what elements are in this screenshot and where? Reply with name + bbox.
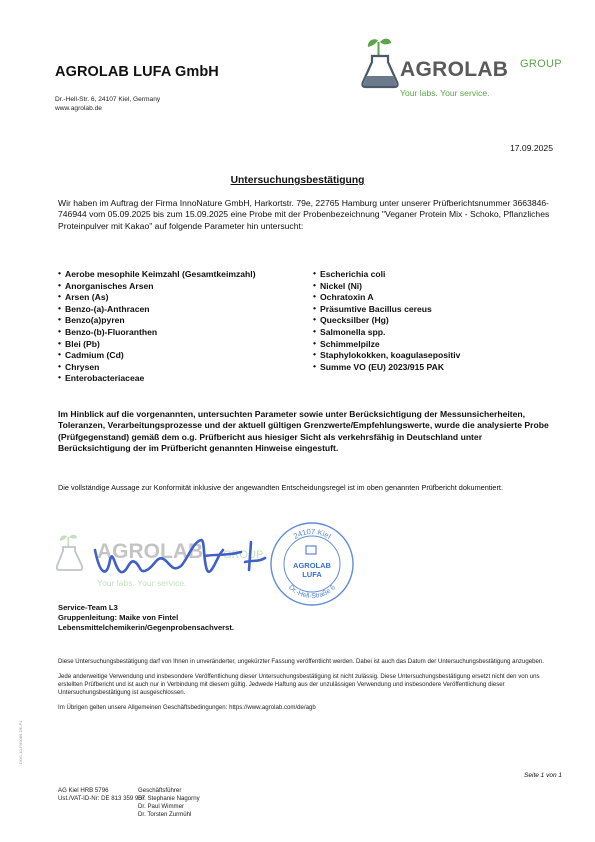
parameter-item: • Escherichia coli <box>313 269 460 281</box>
parameter-item: • Summe VO (EU) 2023/915 PAK <box>313 362 460 374</box>
group-lead: Gruppenleitung: Maike von Fintel <box>58 612 179 622</box>
document-title: Untersuchungsbestätigung <box>230 175 365 186</box>
stamp-bottom-text: Dr.-Hell-Straße 6 <box>287 584 337 601</box>
manager-name: Dr. Torsten Zurmühl <box>138 811 192 818</box>
parameter-item: • Benzo-(a)-Anthracen <box>58 304 256 316</box>
page-number: Seite 1 von 1 <box>524 772 562 779</box>
stamp-name-2: LUFA <box>302 570 322 579</box>
stamp-flask-icon <box>306 546 316 554</box>
document-code: DOC-10-FH9089-DE-P1 <box>18 720 23 764</box>
note-paragraph: Jede anderweitige Verwendung und insbesondere Veröffentlichung dieser Untersuchungsbestätigung ist nicht zulässig. Diese Untersuchungsbestätigung ersetzt nicht den von uns erstellten Prüfbericht und ist auch nur in Verbindung mit diesem gültig. Jedwede Haftung aus der unzulässigen Verwendung und insbesondere Veröffentlichung dieser Untersuchungsbestätigung ist ausgeschlossen. <box>58 672 540 696</box>
team-name: Service-Team L3 <box>58 603 118 612</box>
footer-managers <box>138 787 200 819</box>
parameters-left-column <box>58 269 256 385</box>
svg-text:AGROLAB: AGROLAB <box>97 540 204 563</box>
parameter-item: • Benzo(a)pyren <box>58 315 256 327</box>
company-address <box>55 96 160 113</box>
vat-id: Ust./VAT-ID-Nr: DE 813 359 957 <box>58 795 146 802</box>
parameter-item: • Salmonella spp. <box>313 327 460 339</box>
parameter-item: • Enterobacteriaceae <box>58 373 256 385</box>
parameter-item: • Quecksilber (Hg) <box>313 315 460 327</box>
stamp-top-text: 24107 Kiel <box>291 526 333 541</box>
note-paragraph: Diese Untersuchungsbestätigung darf von Ihnen in unveränderter, ungekürzter Fassung veröffentlicht werden. Dabei ist auch das Datum der Untersuchungsbestätigung anzugeben. <box>58 658 544 665</box>
footer-register <box>58 787 145 803</box>
parameter-item: • Staphylokokken, koagulasepositiv <box>313 350 460 362</box>
register-number: AG Kiel HRB 5796 <box>58 787 109 794</box>
parameter-item: • Blei (Pb) <box>58 339 256 351</box>
manager-name: Dr. Stephanie Nagorny <box>138 795 200 802</box>
parameter-item: • Nickel (Ni) <box>313 281 460 293</box>
company-name: AGROLAB LUFA GmbH <box>55 64 219 80</box>
parameter-item: • Präsumtive Bacillus cereus <box>313 304 460 316</box>
manager-name: Dr. Paul Wimmer <box>138 803 185 810</box>
document-date: 17.09.2025 <box>509 143 553 153</box>
parameter-item: • Benzo-(b)-Fluoranthen <box>58 327 256 339</box>
stamp-name: AGROLAB <box>293 561 331 570</box>
conformity-note: Die vollständige Aussage zur Konformität inklusive der angewandten Entscheidungsregel ist im oben genannten Prüfbericht dokumentiert. <box>58 483 503 492</box>
parameter-item: • Anorganisches Arsen <box>58 281 256 293</box>
signatory-role: Lebensmittelchemikerin/Gegenprobensachverst. <box>58 622 234 632</box>
parameter-item: • Cadmium (Cd) <box>58 350 256 362</box>
managers-label: Geschäftsführer <box>138 787 182 794</box>
parameter-item: • Arsen (As) <box>58 292 256 304</box>
note-paragraph: Im Übrigen gelten unsere Allgemeinen Geschäftsbedingungen: https://www.agrolab.com/de/agb <box>58 703 316 711</box>
address-line: Dr.-Hell-Str. 6, 24107 Kiel, Germany <box>55 96 161 103</box>
parameter-item: • Aerobe mesophile Keimzahl (Gesamtkeimzahl) <box>58 269 256 281</box>
intro-paragraph: Wir haben im Auftrag der Firma InnoNature GmbH, Harkortstr. 79e, 22765 Hamburg unter unserer Prüfberichtsnummer 3663846-746944 vom 05.09.2025 bis zum 15.09.2025 eine Probe mit der Probenbezeichnung "Veganer Protein Mix - Schoko, Pflanzliches Proteinpulver mit Kakao" auf folgende Parameter hin untersucht: <box>58 198 550 231</box>
logo-wordmark: AGROLAB <box>400 58 509 81</box>
signatory-block <box>58 603 234 632</box>
parameter-item: • Ochratoxin A <box>313 292 460 304</box>
assessment-paragraph: Im Hinblick auf die vorgenannten, untersuchten Parameter sowie unter Berücksichtigung der Messunsicherheiten, Toleranzen, Verarbeitungsprozesse und der aktuell gültigen Grenzwerte/Empfehlungswerte, wurde die analysierte Probe (Prüfgegenstand) gemäß dem o.g. Prüfbericht aus hiesiger Sicht als verkehrsfähig in Deutschland unter Berücksichtigung der im Prüfbericht genannten Hinweise eingestuft. <box>58 409 549 454</box>
svg-text:Your labs. Your service.: Your labs. Your service. <box>97 578 187 588</box>
slogan: Your labs. Your service. <box>400 88 490 98</box>
parameter-item: • Chrysen <box>58 362 256 374</box>
logo-group-text: GROUP <box>520 58 562 70</box>
parameters-right-column <box>313 269 460 373</box>
faded-logo <box>57 535 264 588</box>
flask-plant-icon <box>362 39 397 87</box>
svg-text:GROUP: GROUP <box>223 549 264 561</box>
parameter-item: • Schimmelpilze <box>313 339 460 351</box>
svg-text:24107 Kiel <box>292 527 333 541</box>
legal-notes <box>58 658 558 719</box>
company-stamp <box>268 520 356 608</box>
website: www.agrolab.de <box>55 104 102 112</box>
